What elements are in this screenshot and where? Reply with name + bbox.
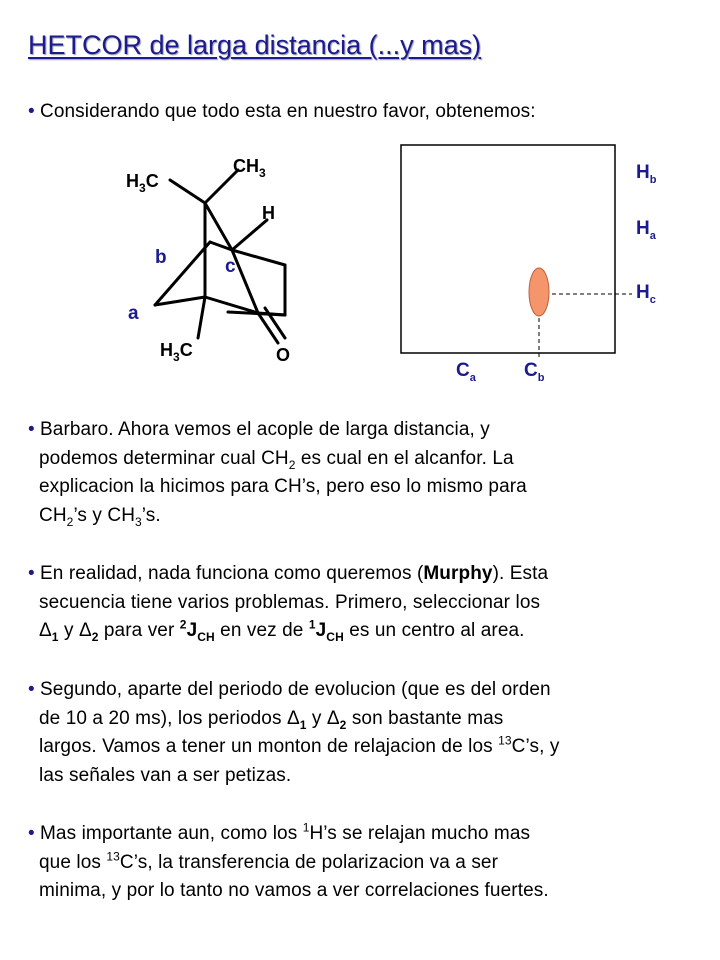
label-hb: $H_b$ [636,162,657,186]
ch3-top-label: $CH_3$ [233,156,266,180]
h3c-top-left-label: $H_3C$ [126,171,159,195]
label-ha: $H_a$ [636,218,656,242]
slide-title: HETCOR de larga distancia (...y mas) [28,30,482,60]
label-b: b [155,247,167,268]
label-c: c [225,256,236,277]
spectrum-frame [401,145,615,353]
cross-peak [529,268,549,316]
label-ca: $C_a$ [456,360,476,384]
h3c-bottom-label: $H_3C$ [160,340,193,364]
label-cb: $C_b$ [524,360,545,384]
paragraph-2: • En realidad, nada funciona como queremos (Murphy). Esta secuencia tiene varios problemas. Primero, seleccionar los $\Delta_1$ y $\Delta_2$ para ver $^2J_{CH}$ en vez de $^1J_{CH}$ es un centro al area. [28,563,549,644]
h-bridgehead-label: H [262,203,275,223]
bullet: • [28,101,35,122]
paragraph-4: • Mas importante aun, como los $^1$H’s se relajan mucho mas que los $^{13}$C’s, la transferencia de polarizacion va a ser minima, y por lo tanto no vamos a ver correlaciones fuertes. [28,820,549,902]
oxygen-label: O [276,345,291,365]
label-a: a [128,303,139,324]
label-hc: $H_c$ [636,282,656,306]
paragraph-1: • Barbaro. Ahora vemos el acople de larga distancia, y podemos determinar cual $CH_2$ es cual en el alcanfor. La explicacion la hicimos para CH’s, pero eso lo mismo para $CH_2’s$ y $CH_3’s$. [28,419,527,529]
paragraph-3: • Segundo, aparte del periodo de evolucion (que es del orden de 10 a 20 ms), los periodos $\Delta_1$ y $\Delta_2$ son bastante mas largos. Vamos a tener un monton de relajacion de los $^{13}$C’s, y las señales van a ser petizas. [28,679,560,786]
intro-text: Considerando que todo esta en nuestro favor, obtenemos: [40,101,536,122]
